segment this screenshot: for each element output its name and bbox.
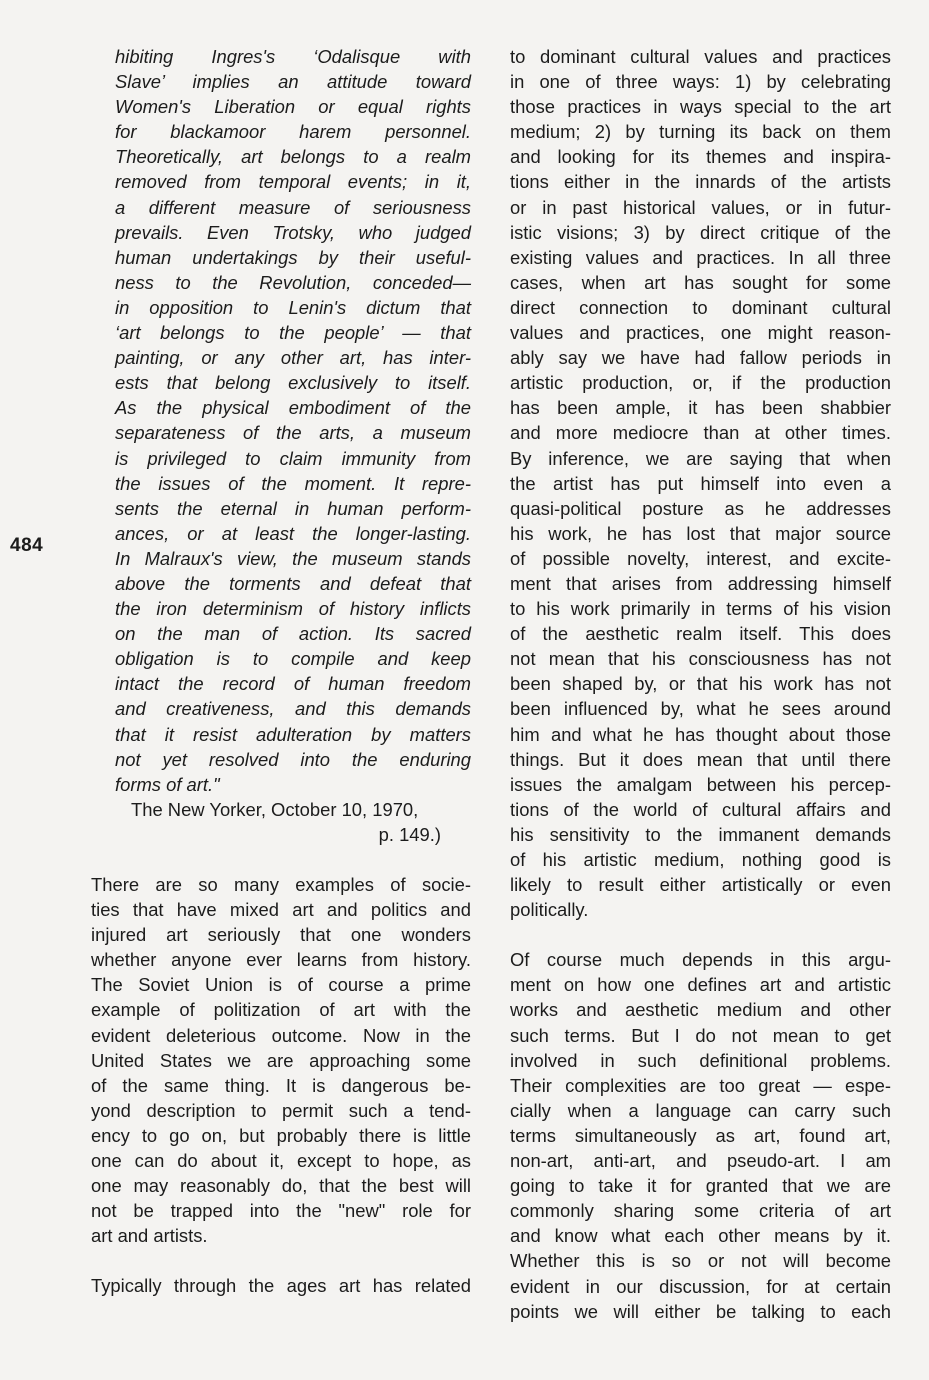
text-line: above the torments and defeat that [115, 572, 471, 594]
text-line: medium; 2) by turning its back on them [510, 121, 891, 143]
text-line: him and what he has thought about those [510, 723, 891, 745]
text-line: involved in such definitional problems. [510, 1049, 891, 1071]
text-line: ties that have mixed art and politics and [91, 899, 471, 921]
text-line: and creativeness, and this demands [115, 698, 471, 720]
text-line: or in past historical values, or in futur- [510, 196, 891, 218]
text-line: The Soviet Union is of course a prime [91, 974, 471, 996]
citation-line: The New Yorker, October 10, 1970, [131, 798, 419, 820]
text-line: cases, when art has sought for some [510, 271, 891, 293]
text-line: and more mediocre than at other times. [510, 422, 891, 444]
text-line: on the man of action. Its sacred [115, 623, 471, 645]
text-line: been shaped by, or that his work has not [510, 673, 891, 695]
paragraph [510, 44, 891, 922]
text-line: removed from temporal events; in it, [115, 171, 471, 193]
text-line: tions of the world of cultural affairs and [510, 798, 891, 820]
text-line: Theoretically, art belongs to a realm [115, 146, 471, 168]
text-line: cially when a language can carry such [510, 1099, 891, 1121]
text-line: that it resist adulteration by matters [115, 723, 471, 745]
text-line: human undertakings by their useful- [115, 246, 471, 268]
text-line: hibiting Ingres's ‘Odalisque with [115, 46, 471, 67]
page-number: 484 [10, 535, 44, 556]
text-line: and looking for its themes and inspira- [510, 146, 891, 168]
text-line: ests that belong exclusively to itself. [115, 372, 471, 394]
text-line: not mean that his consciousness has not [510, 648, 891, 670]
text-line: going to take it for granted that we are [510, 1175, 891, 1197]
text-line: non-art, anti-art, and pseudo-art. I am [510, 1150, 891, 1172]
text-line: values and practices, one might reason- [510, 322, 891, 344]
text-line: likely to result either artistically or even [510, 874, 891, 896]
text-line: one may reasonably do, that the best will [91, 1175, 471, 1197]
text-line: those practices in ways special to the art [510, 96, 891, 118]
text-line: prevails. Even Trotsky, who judged [115, 221, 471, 243]
text-line: for blackamoor harem personnel. [115, 121, 471, 143]
text-line: a different measure of seriousness [115, 196, 471, 218]
text-line: terms simultaneously as art, found art, [510, 1124, 891, 1146]
text-line: painting, or any other art, has inter- [115, 347, 471, 369]
text-line: and know what each other means by it. [510, 1225, 891, 1247]
text-line: direct connection to dominant cultural [510, 296, 891, 318]
text-line: obligation is to compile and keep [115, 648, 471, 670]
text-line: one can do about it, except to hope, as [91, 1150, 471, 1172]
text-line: not be trapped into the "new" role for [91, 1200, 471, 1222]
text-line: example of politization of art with the [91, 999, 471, 1021]
text-line: sents the eternal in human perform- [115, 497, 471, 519]
text-line: such terms. But I do not mean to get [510, 1024, 891, 1046]
text-line: to dominant cultural values and practices [510, 46, 891, 67]
text-line: quasi-political posture as he addresses [510, 497, 891, 519]
text-line: issues the amalgam between his percep- [510, 773, 891, 795]
text-line: not yet resolved into the enduring [115, 748, 471, 770]
text-line: of his artistic medium, nothing good is [510, 849, 891, 870]
text-line: to his work primarily in terms of his vision [510, 598, 891, 620]
text-line: injured art seriously that one wonders [91, 924, 471, 946]
text-line: been influenced by, what he sees around [510, 698, 891, 720]
text-line: existing values and practices. In all three [510, 246, 891, 268]
text-line: istic visions; 3) by direct critique of the [510, 221, 891, 243]
text-line: intact the record of human freedom [115, 673, 471, 695]
text-line: tions either in the innards of the artists [510, 171, 891, 193]
text-line: in one of three ways: 1) by celebrating [510, 71, 891, 93]
text-line: of possible novelty, interest, and excite- [510, 547, 891, 569]
text-line: points we will either be talking to each [510, 1300, 891, 1322]
text-line: Typically through the ages art has related [91, 1275, 471, 1297]
text-line: things. But it does mean that until there [510, 748, 891, 770]
text-line: separateness of the arts, a museum [115, 422, 471, 444]
text-line: the artist has put himself into even a [510, 472, 891, 494]
text-line: Women's Liberation or equal rights [115, 96, 471, 118]
text-line: forms of art." [115, 773, 220, 795]
text-line: As the physical embodiment of the [115, 397, 471, 419]
paragraph [91, 1273, 471, 1298]
text-line: ances, or at least the longer-lasting. [115, 522, 471, 544]
text-line: artistic production, or, if the production [510, 372, 891, 394]
text-line: ness to the Revolution, conceded— [115, 271, 471, 293]
text-line: whether anyone ever learns from history. [91, 949, 471, 971]
text-line: United States we are approaching some [91, 1049, 471, 1071]
text-line: Slave’ implies an attitude toward [115, 71, 471, 93]
text-line: the iron determinism of history inflicts [115, 598, 471, 620]
text-line: Whether this is so or not will become [510, 1250, 891, 1272]
text-line: ency to go on, but probably there is little [91, 1124, 471, 1146]
text-line: Of course much depends in this argu- [510, 949, 891, 971]
text-line: works and aesthetic medium and other [510, 999, 891, 1021]
text-line: his work, he has lost that major source [510, 522, 891, 544]
text-line: ment that arises from addressing himself [510, 572, 891, 594]
text-line: politically. [510, 899, 589, 921]
text-line: In Malraux's view, the museum stands [115, 547, 471, 569]
text-line: yond description to permit such a tend- [91, 1099, 471, 1121]
text-line: ment on how one defines art and artistic [510, 974, 891, 996]
text-line: of the aesthetic realm itself. This does [510, 623, 891, 645]
text-line: commonly sharing some criteria of art [510, 1200, 891, 1222]
paragraph [91, 872, 471, 1248]
text-line: evident deleterious outcome. Now in the [91, 1024, 471, 1046]
text-line: There are so many examples of socie- [91, 874, 471, 895]
text-line: ably say we have had fallow periods in [510, 347, 891, 369]
text-line: By inference, we are saying that when [510, 447, 891, 469]
text-line: ‘art belongs to the people’ — that [115, 322, 471, 344]
text-line: is privileged to claim immunity from [115, 447, 471, 469]
text-line: in opposition to Lenin's dictum that [115, 296, 471, 318]
paragraph [510, 947, 891, 1323]
left-column [91, 44, 471, 1299]
text-line: Their complexities are too great — espe- [510, 1074, 891, 1096]
text-line: art and artists. [91, 1225, 208, 1247]
text-line: evident in our discussion, for at certain [510, 1275, 891, 1297]
text-line: of the same thing. It is dangerous be- [91, 1074, 471, 1096]
text-line: has been ample, it has been shabbier [510, 397, 891, 419]
block-quote [91, 44, 471, 797]
citation-line: p. 149.) [378, 823, 441, 845]
quote-citation [91, 797, 471, 847]
text-line: his sensitivity to the immanent demands [510, 823, 891, 845]
right-column [510, 44, 891, 1324]
text-line: the issues of the moment. It repre- [115, 472, 471, 494]
